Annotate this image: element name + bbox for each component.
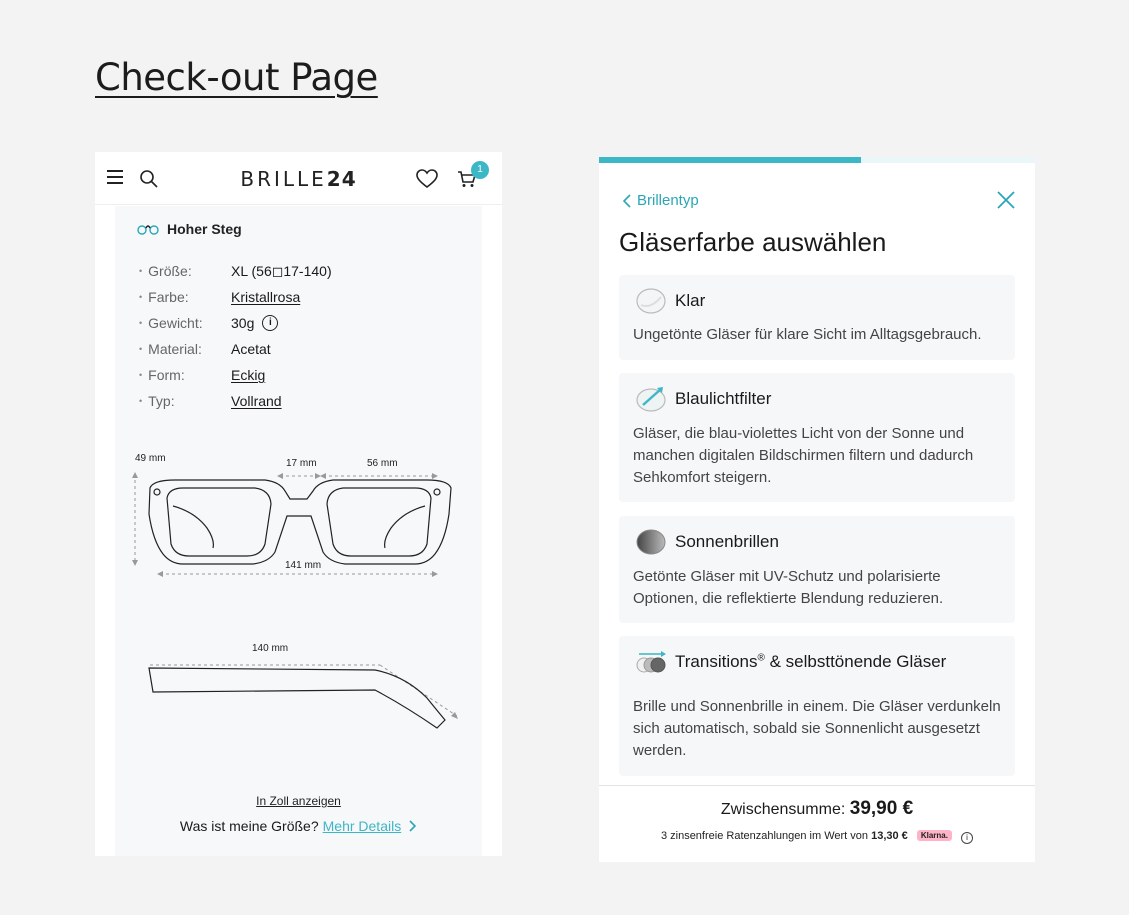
product-detail-panel — [95, 152, 502, 856]
height-dim-label: 49 mm — [135, 453, 166, 464]
option-title: Blaulichtfilter — [675, 389, 772, 408]
chevron-right-icon[interactable] — [409, 820, 417, 832]
inch-toggle-link[interactable]: In Zoll anzeigen — [256, 794, 341, 808]
option-clear[interactable] — [619, 275, 1015, 360]
spec-key: • Gewicht: — [139, 315, 231, 331]
spec-key: • Größe: — [139, 263, 231, 279]
spec-key: • Typ: — [139, 393, 231, 409]
cart-badge: 1 — [471, 161, 489, 179]
feature-label: Hoher Steg — [167, 221, 242, 237]
spec-value — [231, 315, 278, 331]
spec-list — [139, 258, 332, 414]
bluelight-lens-icon — [635, 385, 667, 413]
spec-row — [139, 362, 332, 388]
subtotal-label: Zwischensumme: — [720, 801, 846, 818]
glasses-front-icon — [115, 436, 482, 736]
heart-icon[interactable] — [416, 169, 438, 189]
close-icon[interactable] — [997, 191, 1015, 209]
spec-row — [139, 310, 332, 336]
chevron-left-icon — [623, 194, 631, 208]
spec-key: • Material: — [139, 341, 231, 357]
klarna-badge: Klarna. — [917, 830, 952, 841]
size-help — [115, 818, 482, 834]
logo[interactable]: BRILLE24 — [240, 167, 357, 191]
spec-value-link[interactable]: Vollrand — [231, 393, 282, 409]
installment-text: 3 zinsenfreie Ratenzahlungen im Wert von — [660, 830, 869, 842]
more-details-link[interactable]: Mehr Details — [322, 818, 402, 834]
spec-value: XL (56◻17-140) — [231, 262, 332, 279]
spec-value: Acetat — [231, 341, 271, 357]
subtotal — [599, 798, 1035, 820]
weight-value: 30g — [231, 315, 255, 331]
spec-row — [139, 388, 332, 414]
info-icon[interactable]: i — [262, 315, 278, 331]
bridge-icon — [137, 221, 159, 237]
sun-lens-icon — [635, 528, 667, 556]
total-dim-label: 141 mm — [285, 560, 322, 571]
size-question: Was ist meine Größe? — [179, 818, 319, 834]
option-sun[interactable] — [619, 516, 1015, 623]
installment-value: 13,30 € — [871, 830, 908, 842]
transitions-lens-icon — [635, 648, 667, 676]
option-bluelight[interactable] — [619, 373, 1015, 502]
bridge-dim-label: 17 mm — [286, 458, 317, 469]
option-desc: Ungetönte Gläser für klare Sicht im Alltagsgebrauch. — [633, 326, 982, 343]
spec-key: • Farbe: — [139, 289, 231, 305]
spec-row — [139, 258, 332, 284]
option-title: Klar — [675, 291, 706, 310]
spec-value-link[interactable]: Eckig — [231, 367, 266, 383]
spec-row — [139, 284, 332, 310]
option-desc: Getönte Gläser mit UV-Schutz und polarisierte Optionen, die reflektierte Blendung reduzieren. — [633, 568, 944, 607]
option-transitions[interactable] — [619, 636, 1015, 776]
subtotal-value: 39,90 € — [849, 798, 914, 819]
feature-row — [137, 221, 242, 237]
frame-size-diagram — [115, 436, 482, 786]
spec-value-link[interactable]: Kristallrosa — [231, 289, 301, 305]
option-desc: Brille und Sonnenbrille in einem. Die Gläser verdunkeln sich automatisch, sobald sie Sonnenlicht ausgesetzt werden. — [633, 698, 1001, 759]
temple-dim-label: 140 mm — [252, 643, 289, 654]
spec-row — [139, 336, 332, 362]
installments — [599, 830, 1035, 844]
page-title: Check-out Page — [95, 56, 378, 99]
product-specs — [115, 206, 482, 856]
lens-color-modal — [599, 157, 1035, 862]
back-label: Brillentyp — [637, 192, 699, 209]
lens-dim-label: 56 mm — [367, 458, 398, 469]
back-button[interactable] — [623, 192, 699, 209]
progress-bar — [599, 157, 1035, 163]
info-icon[interactable]: i — [961, 832, 973, 844]
progress-fill — [599, 157, 861, 163]
option-desc: Gläser, die blau-violettes Licht von der Sonne und manchen digitalen Bildschirmen filtern und dadurch Sehkomfort steigern. — [633, 425, 974, 486]
option-title: Transitions® & selbsttönende Gläser — [675, 652, 947, 671]
header — [95, 152, 502, 205]
clear-lens-icon — [635, 287, 667, 315]
modal-title: Gläserfarbe auswählen — [619, 227, 887, 257]
spec-key: • Form: — [139, 367, 231, 383]
subtotal-footer — [599, 785, 1035, 862]
option-title: Sonnenbrillen — [675, 532, 779, 551]
